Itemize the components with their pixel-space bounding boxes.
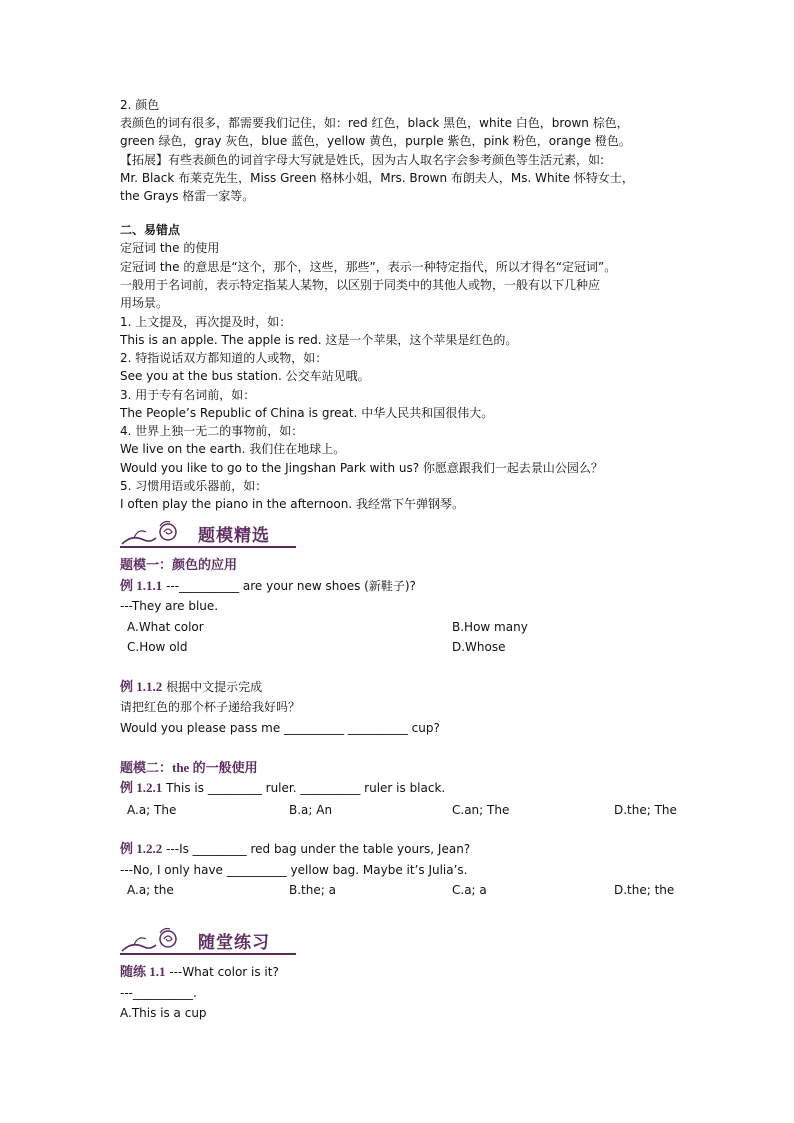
colors-line: the Grays 格雷一家等。 <box>120 189 255 203</box>
option-b[interactable]: B.the; a <box>289 883 336 897</box>
example-label: 例 1.2.2 <box>120 841 163 856</box>
example-label: 例 1.1.1 <box>120 578 163 593</box>
answer-blank: ---__________. <box>120 986 197 1000</box>
use-line: The People’s Republic of China is great. 中华人民共和国很伟大。 <box>120 406 494 420</box>
section-banner <box>120 925 296 955</box>
banner-title: 题模精选 <box>198 526 270 546</box>
answer-text: ---They are blue. <box>120 599 219 613</box>
example-1-2-1 <box>120 780 445 796</box>
swirl-ornament-icon <box>120 925 190 955</box>
use-line: I often play the piano in the afternoon. 我经常下午弹钢琴。 <box>120 497 464 511</box>
example-label: 例 1.2.1 <box>120 780 163 795</box>
option-b[interactable]: B.a; An <box>289 803 333 817</box>
option-c[interactable]: C.a; a <box>452 883 487 897</box>
question-text: This is _________ ruler. __________ ruler is black. <box>162 781 446 795</box>
errors-intro-line: 一般用于名词前，表示特定指某人某物，以区别于同类中的其他人或物，一般有以下几种应 <box>120 278 601 292</box>
example-1-1-2 <box>120 679 262 695</box>
swirl-ornament-icon <box>120 518 190 548</box>
option-d[interactable]: D.the; The <box>614 803 677 817</box>
question-text: ---What color is it? <box>165 965 279 979</box>
model2-heading: 题模二：the 的一般使用 <box>120 760 258 775</box>
option-a[interactable]: A.a; The <box>127 803 177 817</box>
fill-blank-text: Would you please pass me __________ __________ cup? <box>120 721 440 735</box>
prompt-text: 请把红色的那个杯子递给我好吗？ <box>120 700 301 714</box>
colors-heading: 2. 颜色 <box>120 98 160 112</box>
use-line: 1. 上文提及，再次提及时，如： <box>120 315 292 329</box>
colors-line: Mr. Black 布莱克先生，Miss Green 格林小姐，Mrs. Brown 布朗夫人，Ms. White 怀特女士， <box>120 171 634 185</box>
option-c[interactable]: C.How old <box>127 640 188 654</box>
example-label: 例 1.1.2 <box>120 679 163 694</box>
use-line: 3. 用于专有名词前，如： <box>120 388 256 402</box>
option-a[interactable]: A.What color <box>127 620 204 634</box>
option-d[interactable]: D.the; the <box>614 883 675 897</box>
banner-underline <box>120 546 296 548</box>
example-1-2-2 <box>120 841 470 857</box>
use-line: We live on the earth. 我们住在地球上。 <box>120 442 346 456</box>
colors-line: 【拓展】有些表颜色的词首字母大写就是姓氏，因为古人取名字会参考颜色等生活元素，如: <box>120 153 605 167</box>
question-text: ---__________ are your new shoes (新鞋子)? <box>162 579 416 593</box>
errors-intro-line: 用场景。 <box>120 296 169 310</box>
option-c[interactable]: C.an; The <box>452 803 510 817</box>
errors-intro-line: 定冠词 the 的意思是“这个，那个，这些，那些”，表示一种特定指代，所以才得名“定冠词”。 <box>120 260 617 274</box>
use-line: 2. 特指说话双方都知道的人或物，如： <box>120 351 328 365</box>
option-a[interactable]: A.a; the <box>127 883 174 897</box>
question-text: 根据中文提示完成 <box>162 680 263 694</box>
model1-heading: 题模一：颜色的应用 <box>120 557 238 572</box>
use-line: 5. 习惯用语或乐器前，如： <box>120 479 268 493</box>
option-a[interactable]: A.This is a cup <box>120 1006 207 1020</box>
errors-heading: 二、易错点 <box>120 223 181 237</box>
colors-line: 表颜色的词有很多，都需要我们记住，如：red 红色，black 黑色，white 白色，brown 棕色， <box>120 116 629 130</box>
option-b[interactable]: B.How many <box>452 620 528 634</box>
section-banner <box>120 518 296 548</box>
example-1-1-1 <box>120 578 416 594</box>
option-d[interactable]: D.Whose <box>452 640 506 654</box>
errors-subheading: 定冠词 the 的使用 <box>120 241 220 255</box>
use-line: This is an apple. The apple is red. 这是一个苹果，这个苹果是红色的。 <box>120 333 518 347</box>
banner-underline <box>120 953 296 955</box>
question-text: ---Is _________ red bag under the table yours, Jean? <box>162 842 471 856</box>
practice-1-1 <box>120 964 279 980</box>
colors-line: green 绿色，gray 灰色，blue 蓝色，yellow 黄色，purple 紫色，pink 粉色，orange 橙色。 <box>120 134 631 148</box>
practice-label: 随练 1.1 <box>120 964 166 979</box>
use-line: Would you like to go to the Jingshan Park with us? 你愿意跟我们一起去景山公园么？ <box>120 461 603 475</box>
question-line: ---No, I only have __________ yellow bag. Maybe it’s Julia’s. <box>120 863 468 877</box>
banner-title: 随堂练习 <box>198 933 270 953</box>
use-line: See you at the bus station. 公交车站见哦。 <box>120 369 370 383</box>
use-line: 4. 世界上独一无二的事物前，如： <box>120 424 304 438</box>
